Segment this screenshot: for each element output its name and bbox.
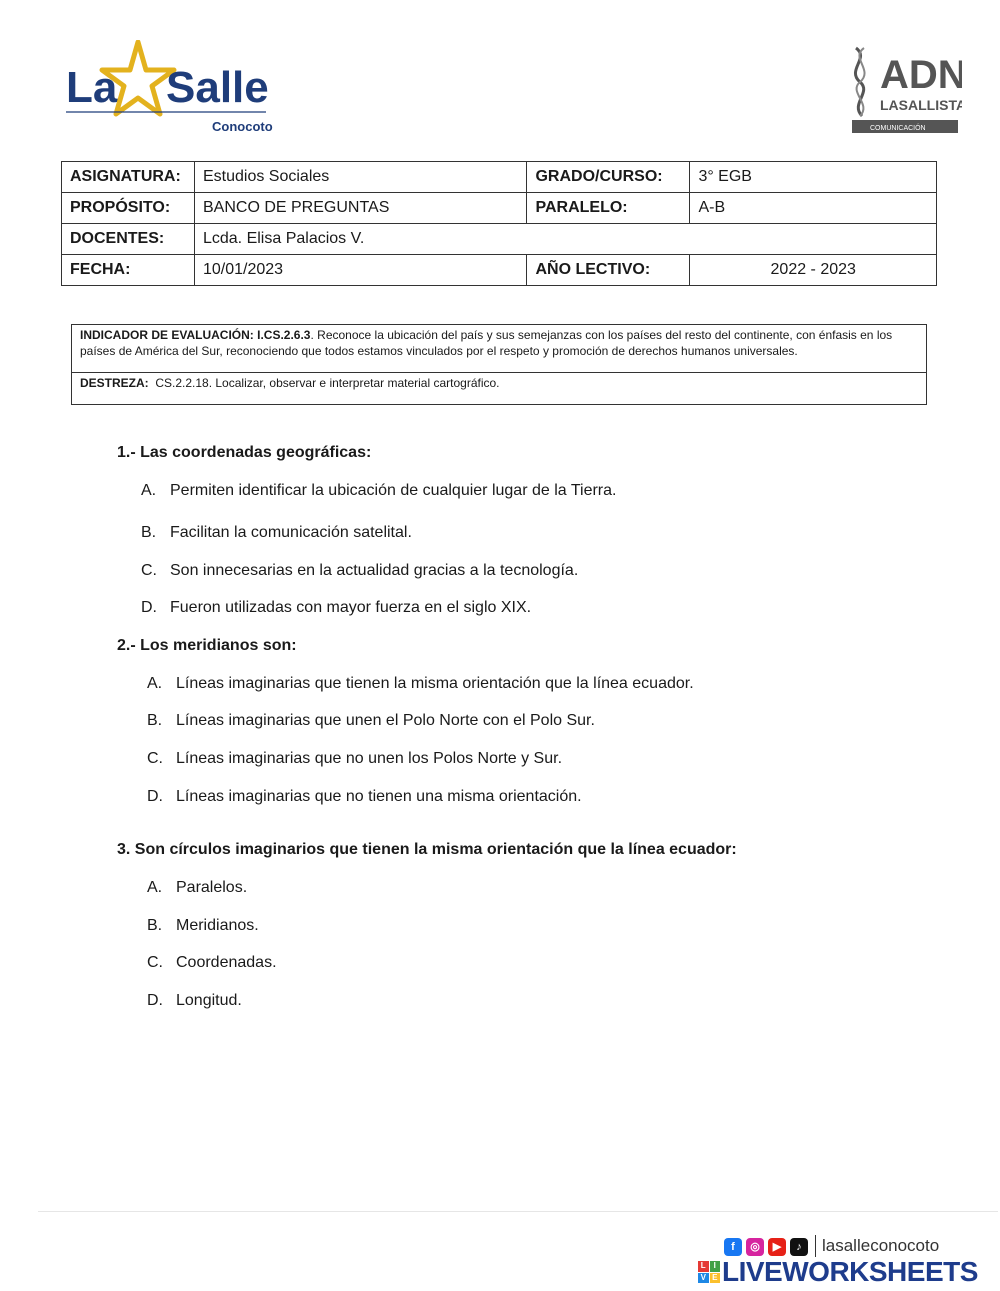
question-2-option-c[interactable]: C. Líneas imaginarias que no unen los Polos Norte y Sur. [147, 750, 563, 767]
anio-lectivo-label: AÑO LECTIVO: [527, 255, 690, 286]
destreza-text: CS.2.2.18. Localizar, observar e interpretar material cartográfico. [155, 376, 500, 390]
destreza-label: DESTREZA: [80, 376, 149, 390]
youtube-icon[interactable]: ▶ [768, 1238, 786, 1256]
facebook-icon[interactable]: f [724, 1238, 742, 1256]
paralelo-value: A-B [690, 193, 937, 224]
social-icons [724, 1238, 808, 1256]
asignatura-label: ASIGNATURA: [62, 162, 195, 193]
question-1-option-d[interactable]: D. Fueron utilizadas con mayor fuerza en el siglo XIX. [141, 599, 532, 616]
question-1-title: 1.- Las coordenadas geográficas: [117, 444, 372, 461]
indicator-text: . Reconoce la ubicación del país y sus semejanzas con los países del resto del continente, con énfasis en los países de América del Sur, reconociendo que todos estamos vinculados por el respeto y promoción de derechos humanos universales. [80, 328, 893, 358]
svg-text:LASALLISTA: LASALLISTA [880, 97, 962, 113]
instagram-icon[interactable]: ◎ [746, 1238, 764, 1256]
footer-separator [815, 1235, 816, 1257]
svg-text:La: La [66, 63, 118, 112]
grado-value: 3° EGB [690, 162, 937, 193]
svg-text:COMUNICACIÓN: COMUNICACIÓN [870, 125, 926, 132]
indicator-label: INDICADOR DE EVALUACIÓN: I.CS.2.6.3 [80, 328, 311, 342]
question-3-option-b[interactable]: B. Meridianos. [147, 917, 259, 934]
destreza-row [72, 373, 926, 404]
fecha-value: 10/01/2023 [194, 255, 527, 286]
svg-text:ADN: ADN [880, 53, 962, 97]
course-info-table [61, 161, 937, 286]
question-1-option-b[interactable]: B. Facilitan la comunicación satelital. [141, 524, 412, 541]
question-3-option-c[interactable]: C. Coordenadas. [147, 954, 277, 971]
tiktok-icon[interactable]: ♪ [790, 1238, 808, 1256]
social-handle[interactable]: lasalleconocoto [822, 1236, 940, 1255]
asignatura-value: Estudios Sociales [194, 162, 527, 193]
question-2-option-b[interactable]: B. Líneas imaginarias que unen el Polo Norte con el Polo Sur. [147, 712, 595, 729]
proposito-value: BANCO DE PREGUNTAS [194, 193, 527, 224]
question-1-option-a[interactable]: A. Permiten identificar la ubicación de cualquier lugar de la Tierra. [141, 482, 617, 499]
live-badge-icon: L I V E [698, 1261, 720, 1283]
question-3-title: 3. Son círculos imaginarios que tienen la misma orientación que la línea ecuador: [117, 841, 737, 858]
svg-text:Salle: Salle [166, 63, 269, 112]
fecha-label: FECHA: [62, 255, 195, 286]
lasalle-logo-subtitle: Conocoto [212, 119, 273, 134]
paralelo-label: PARALELO: [527, 193, 690, 224]
question-1-option-c[interactable]: C. Son innecesarias en la actualidad gracias a la tecnología. [141, 562, 579, 579]
question-2-option-a[interactable]: A. Líneas imaginarias que tienen la misma orientación que la línea ecuador. [147, 675, 694, 692]
liveworksheets-brand[interactable]: LIVEWORKSHEETS [722, 1256, 978, 1287]
grado-label: GRADO/CURSO: [527, 162, 690, 193]
question-2-title: 2.- Los meridianos son: [117, 637, 297, 654]
evaluation-indicator-box [71, 324, 927, 405]
question-3-option-d[interactable]: D. Longitud. [147, 992, 242, 1009]
question-2-option-d[interactable]: D. Líneas imaginarias que no tienen una misma orientación. [147, 788, 582, 805]
adn-lasallista-logo [850, 44, 962, 136]
proposito-label: PROPÓSITO: [62, 193, 195, 224]
anio-lectivo-value: 2022 - 2023 [690, 255, 937, 286]
indicator-row [72, 325, 926, 373]
docentes-value: Lcda. Elisa Palacios V. [194, 224, 936, 255]
question-3-option-a[interactable]: A. Paralelos. [147, 879, 248, 896]
docentes-label: DOCENTES: [62, 224, 195, 255]
footer-divider [38, 1211, 998, 1212]
